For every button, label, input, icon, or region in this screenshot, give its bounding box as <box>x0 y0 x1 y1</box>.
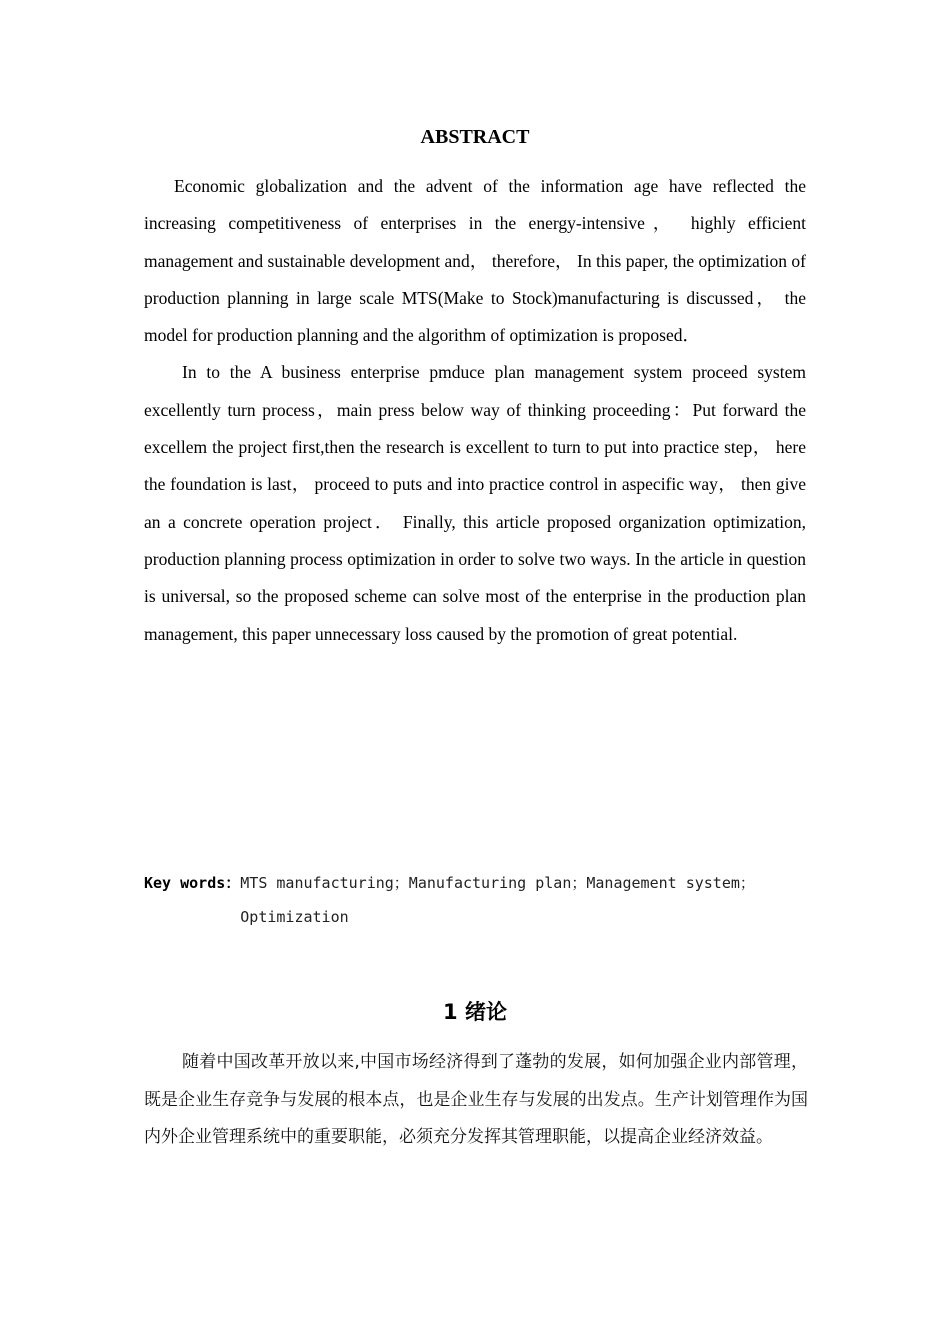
section-title: 1 绪论 <box>443 1000 507 1024</box>
abstract-paragraph: Economic globalization and the advent of the information age have reflected the increasing competitiveness of enterprises in the energy-intensive， highly efficient management and sustainable development and， therefore， In this paper, the optimization of production planning in large scale MTS(Make to Stock)manufacturing is discussed， the model for production planning and the algorithm of optimization is proposed． <box>144 176 806 346</box>
keywords <box>144 866 814 934</box>
abstract-body <box>144 168 806 653</box>
keywords-text: MTS manufacturing；Manufacturing plan；Management system；Optimization <box>240 874 755 926</box>
section-paragraph: 随着中国改革开放以来,中国市场经济得到了蓬勃的发展，如何加强企业内部管理，既是企业生存竞争与发展的根本点，也是企业生存与发展的出发点。生产计划管理作为国内外企业管理系统中的重要职能，必须充分发挥其管理职能，以提高企业经济效益。 <box>144 1052 808 1147</box>
abstract-paragraph: In to the A business enterprise pmduce plan management system proceed system excellently turn process，main press below way of thinking proceeding：Put forward the excellem the project first,then the research is excellent to turn to put into practice step， here the foundation is last， proceed to puts and into practice control in aspecific way， then give an a concrete operation project． Finally, this article proposed organization optimization, production planning process optimization in order to solve two ways. In the article in question is universal, so the proposed scheme can solve most of the enterprise in the production plan management, this paper unnecessary loss caused by the promotion of great potential. <box>144 362 806 644</box>
section-body <box>144 1044 808 1157</box>
keywords-label: Key words： <box>144 874 241 892</box>
abstract-title: ABSTRACT <box>420 126 530 148</box>
